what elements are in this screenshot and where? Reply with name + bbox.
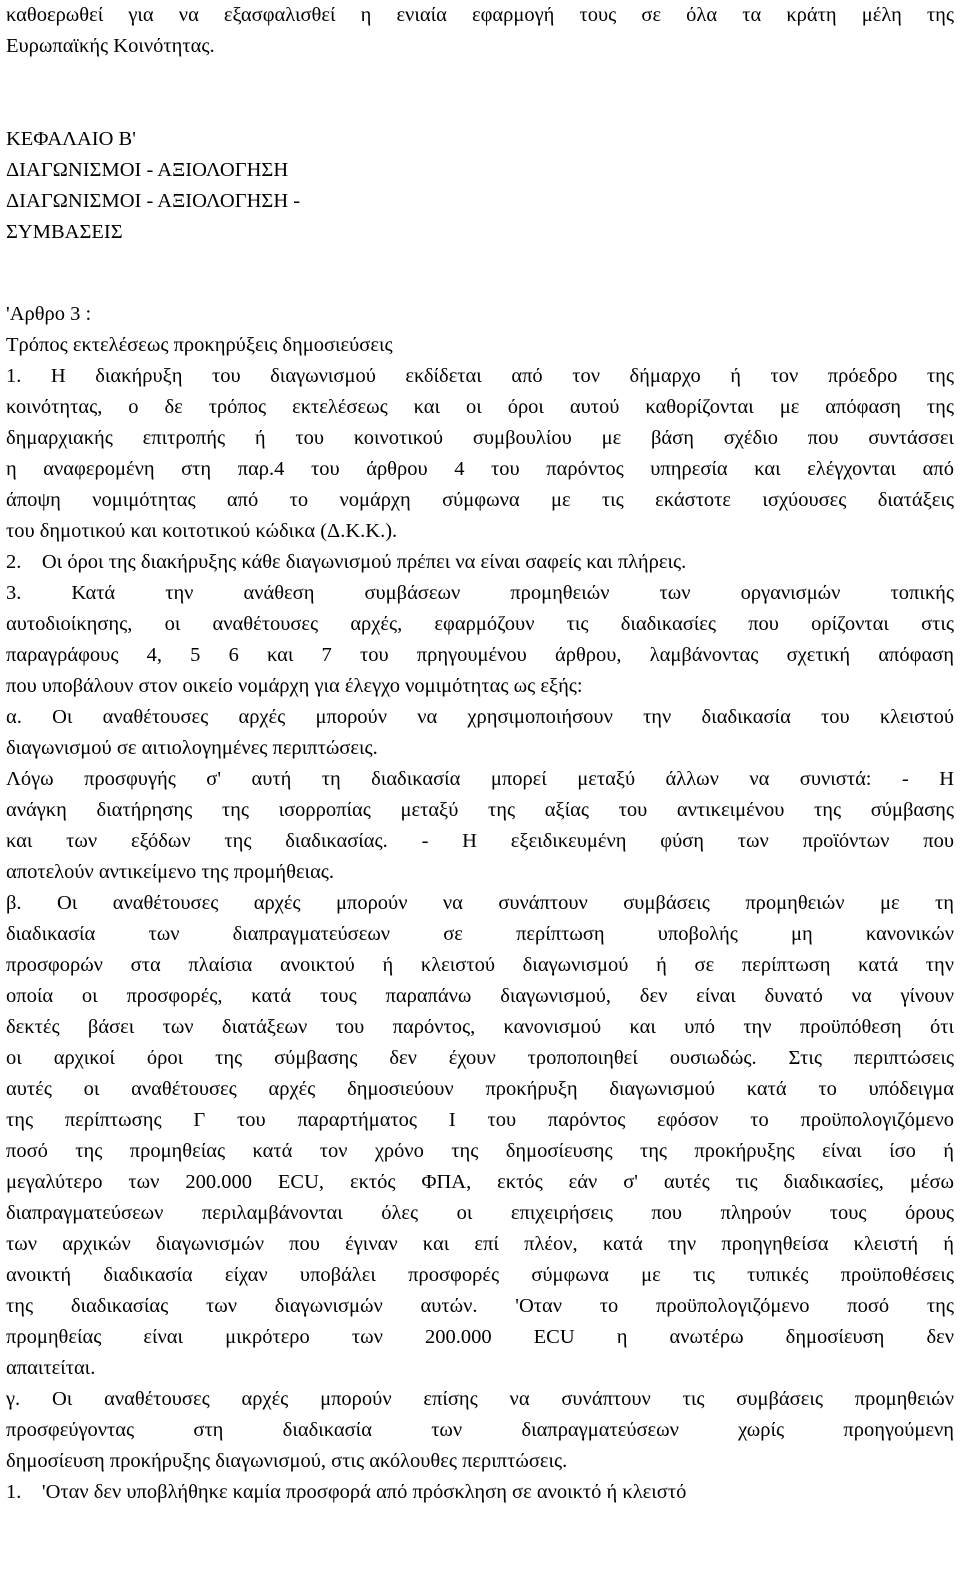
chapter-subtitle: ΣΥΜΒΑΣΕΙΣ xyxy=(6,221,123,243)
body-line: των αρχικών διαγωνισμών που έγιναν και επί πλέον, κατά την προηγηθείσα κλειστή ή xyxy=(6,1233,954,1255)
body-line: 1. 'Οταν δεν υποβλήθηκε καμία προσφορά από πρόσκληση σε ανοικτό ή κλειστό xyxy=(6,1481,687,1503)
body-line: προμηθείας είναι μικρότερο των 200.000 ECU η ανωτέρω δημοσίευση δεν xyxy=(6,1326,954,1348)
body-line: γ. Οι αναθέτουσες αρχές μπορούν επίσης να συνάπτουν τις συμβάσεις προμηθειών xyxy=(6,1388,954,1410)
document-page xyxy=(6,0,954,1508)
body-line: διαδικασία των διαπραγματεύσεων σε περίπτωση υποβολής μη κανονικών xyxy=(6,923,954,945)
body-line: μεγαλύτερο των 200.000 ECU, εκτός ΦΠΑ, εκτός εάν σ' αυτές τις διαδικασίες, μέσω xyxy=(6,1171,954,1193)
body-line: 2. Οι όροι της διακήρυξης κάθε διαγωνισμού πρέπει να είναι σαφείς και πλήρεις. xyxy=(6,551,687,573)
body-line: ποσό της προμηθείας κατά τον χρόνο της δημοσίευσης της προκήρυξης είναι ίσο ή xyxy=(6,1140,954,1162)
article-title: Τρόπος εκτελέσεως προκηρύξεις δημοσιεύσεις xyxy=(6,334,393,356)
body-line: δημαρχιακής επιτροπής ή του κοινοτικού συμβουλίου με βάση σχέδιο που συντάσσει xyxy=(6,427,954,449)
body-line: της διαδικασίας των διαγωνισμών αυτών. 'Οταν το προϋπολογιζόμενο ποσό της xyxy=(6,1295,954,1317)
body-line: δεκτές βάσει των διατάξεων του παρόντος, κανονισμού και υπό την προϋπόθεση ότι xyxy=(6,1016,954,1038)
spacer xyxy=(6,62,954,93)
chapter-title: ΚΕΦΑΛΑΙΟ Β' xyxy=(6,128,136,150)
body-line: προσφορών στα πλαίσια ανοικτού ή κλειστού διαγωνισμού ή σε περίπτωση κατά την xyxy=(6,954,954,976)
body-line: άποψη νομιμότητας από το νομάρχη σύμφωνα με τις εκάστοτε ισχύουσες διατάξεις xyxy=(6,489,954,511)
chapter-subtitle: ΔΙΑΓΩΝΙΣΜΟΙ - ΑΞΙΟΛΟΓΗΣΗ - xyxy=(6,190,301,212)
body-line: οποία οι προσφορές, κατά τους παραπάνω διαγωνισμού, δεν είναι δυνατό να γίνουν xyxy=(6,985,954,1007)
chapter-subtitle: ΔΙΑΓΩΝΙΣΜΟΙ - ΑΞΙΟΛΟΓΗΣΗ xyxy=(6,159,289,181)
body-line: διαγωνισμού σε αιτιολογημένες περιπτώσεις. xyxy=(6,737,378,759)
body-line: 1. Η διακήρυξη του διαγωνισμού εκδίδεται από τον δήμαρχο ή τον πρόεδρο της xyxy=(6,365,954,387)
body-line: αυτοδιοίκησης, οι αναθέτουσες αρχές, εφαρμόζουν τις διαδικασίες που ορίζονται στις xyxy=(6,613,954,635)
article-body xyxy=(6,361,954,1508)
body-line: β. Οι αναθέτουσες αρχές μπορούν να συνάπτουν συμβάσεις προμηθειών με τη xyxy=(6,892,954,914)
spacer xyxy=(6,248,954,279)
body-line: του δημοτικού και κοιτοτικού κώδικα (Δ.Κ.Κ.). xyxy=(6,520,398,542)
body-line: αυτές οι αναθέτουσες αρχές δημοσιεύουν προκήρυξη διαγωνισμού κατά το υπόδειγμα xyxy=(6,1078,954,1100)
body-line: οι αρχικοί όροι της σύμβασης δεν έχουν τροποποιηθεί ουσιωδώς. Στις περιπτώσεις xyxy=(6,1047,954,1069)
intro-line: Ευρωπαϊκής Κοινότητας. xyxy=(6,35,215,57)
body-line: α. Οι αναθέτουσες αρχές μπορούν να χρησιμοποιήσουν την διαδικασία του κλειστού xyxy=(6,706,954,728)
body-line: προσφεύγοντας στη διαδικασία των διαπραγματεύσεων χωρίς προηγούμενη xyxy=(6,1419,954,1441)
body-line: αποτελούν αντικείμενο της προμήθειας. xyxy=(6,861,335,883)
body-line: δημοσίευση προκήρυξης διαγωνισμού, στις ακόλουθες περιπτώσεις. xyxy=(6,1450,568,1472)
spacer xyxy=(6,93,954,124)
body-line: κοινότητας, ο δε τρόπος εκτελέσεως και οι όροι αυτού καθορίζονται με απόφαση της xyxy=(6,396,954,418)
article-heading: 'Αρθρο 3 : xyxy=(6,303,92,325)
body-line: ανάγκη διατήρησης της ισορροπίας μεταξύ της αξίας του αντικειμένου της σύμβασης xyxy=(6,799,954,821)
spacer xyxy=(6,279,954,299)
body-line: 3. Κατά την ανάθεση συμβάσεων προμηθειών των οργανισμών τοπικής xyxy=(6,582,954,604)
body-line: παραγράφους 4, 5 6 και 7 του πρηγουμένου άρθρου, λαμβάνοντας σχετική απόφαση xyxy=(6,644,954,666)
body-line: και των εξόδων της διαδικασίας. - Η εξειδικευμένη φύση των προϊόντων που xyxy=(6,830,954,852)
body-line: Λόγω προσφυγής σ' αυτή τη διαδικασία μπορεί μεταξύ άλλων να συνιστά: - Η xyxy=(6,768,954,790)
body-line: απαιτείται. xyxy=(6,1357,96,1379)
body-line: που υποβάλουν στον οικείο νομάρχη για έλεγχο νομιμότητας ως εξής: xyxy=(6,675,583,697)
body-line: διαπραγματεύσεων περιλαμβάνονται όλες οι επιχειρήσεις που πληρούν τους όρους xyxy=(6,1202,954,1224)
body-line: της περίπτωσης Γ του παραρτήματος Ι του παρόντος εφόσον το προϋπολογιζόμενο xyxy=(6,1109,954,1131)
intro-line: καθοερωθεί για να εξασφαλισθεί η ενιαία εφαρμογή τους σε όλα τα κράτη μέλη της xyxy=(6,4,954,26)
body-line: ανοικτή διαδικασία είχαν υποβάλει προσφορές σύμφωνα με τις τυπικές προϋποθέσεις xyxy=(6,1264,954,1286)
body-line: η αναφερομένη στη παρ.4 του άρθρου 4 του παρόντος υπηρεσία και ελέγχονται από xyxy=(6,458,954,480)
